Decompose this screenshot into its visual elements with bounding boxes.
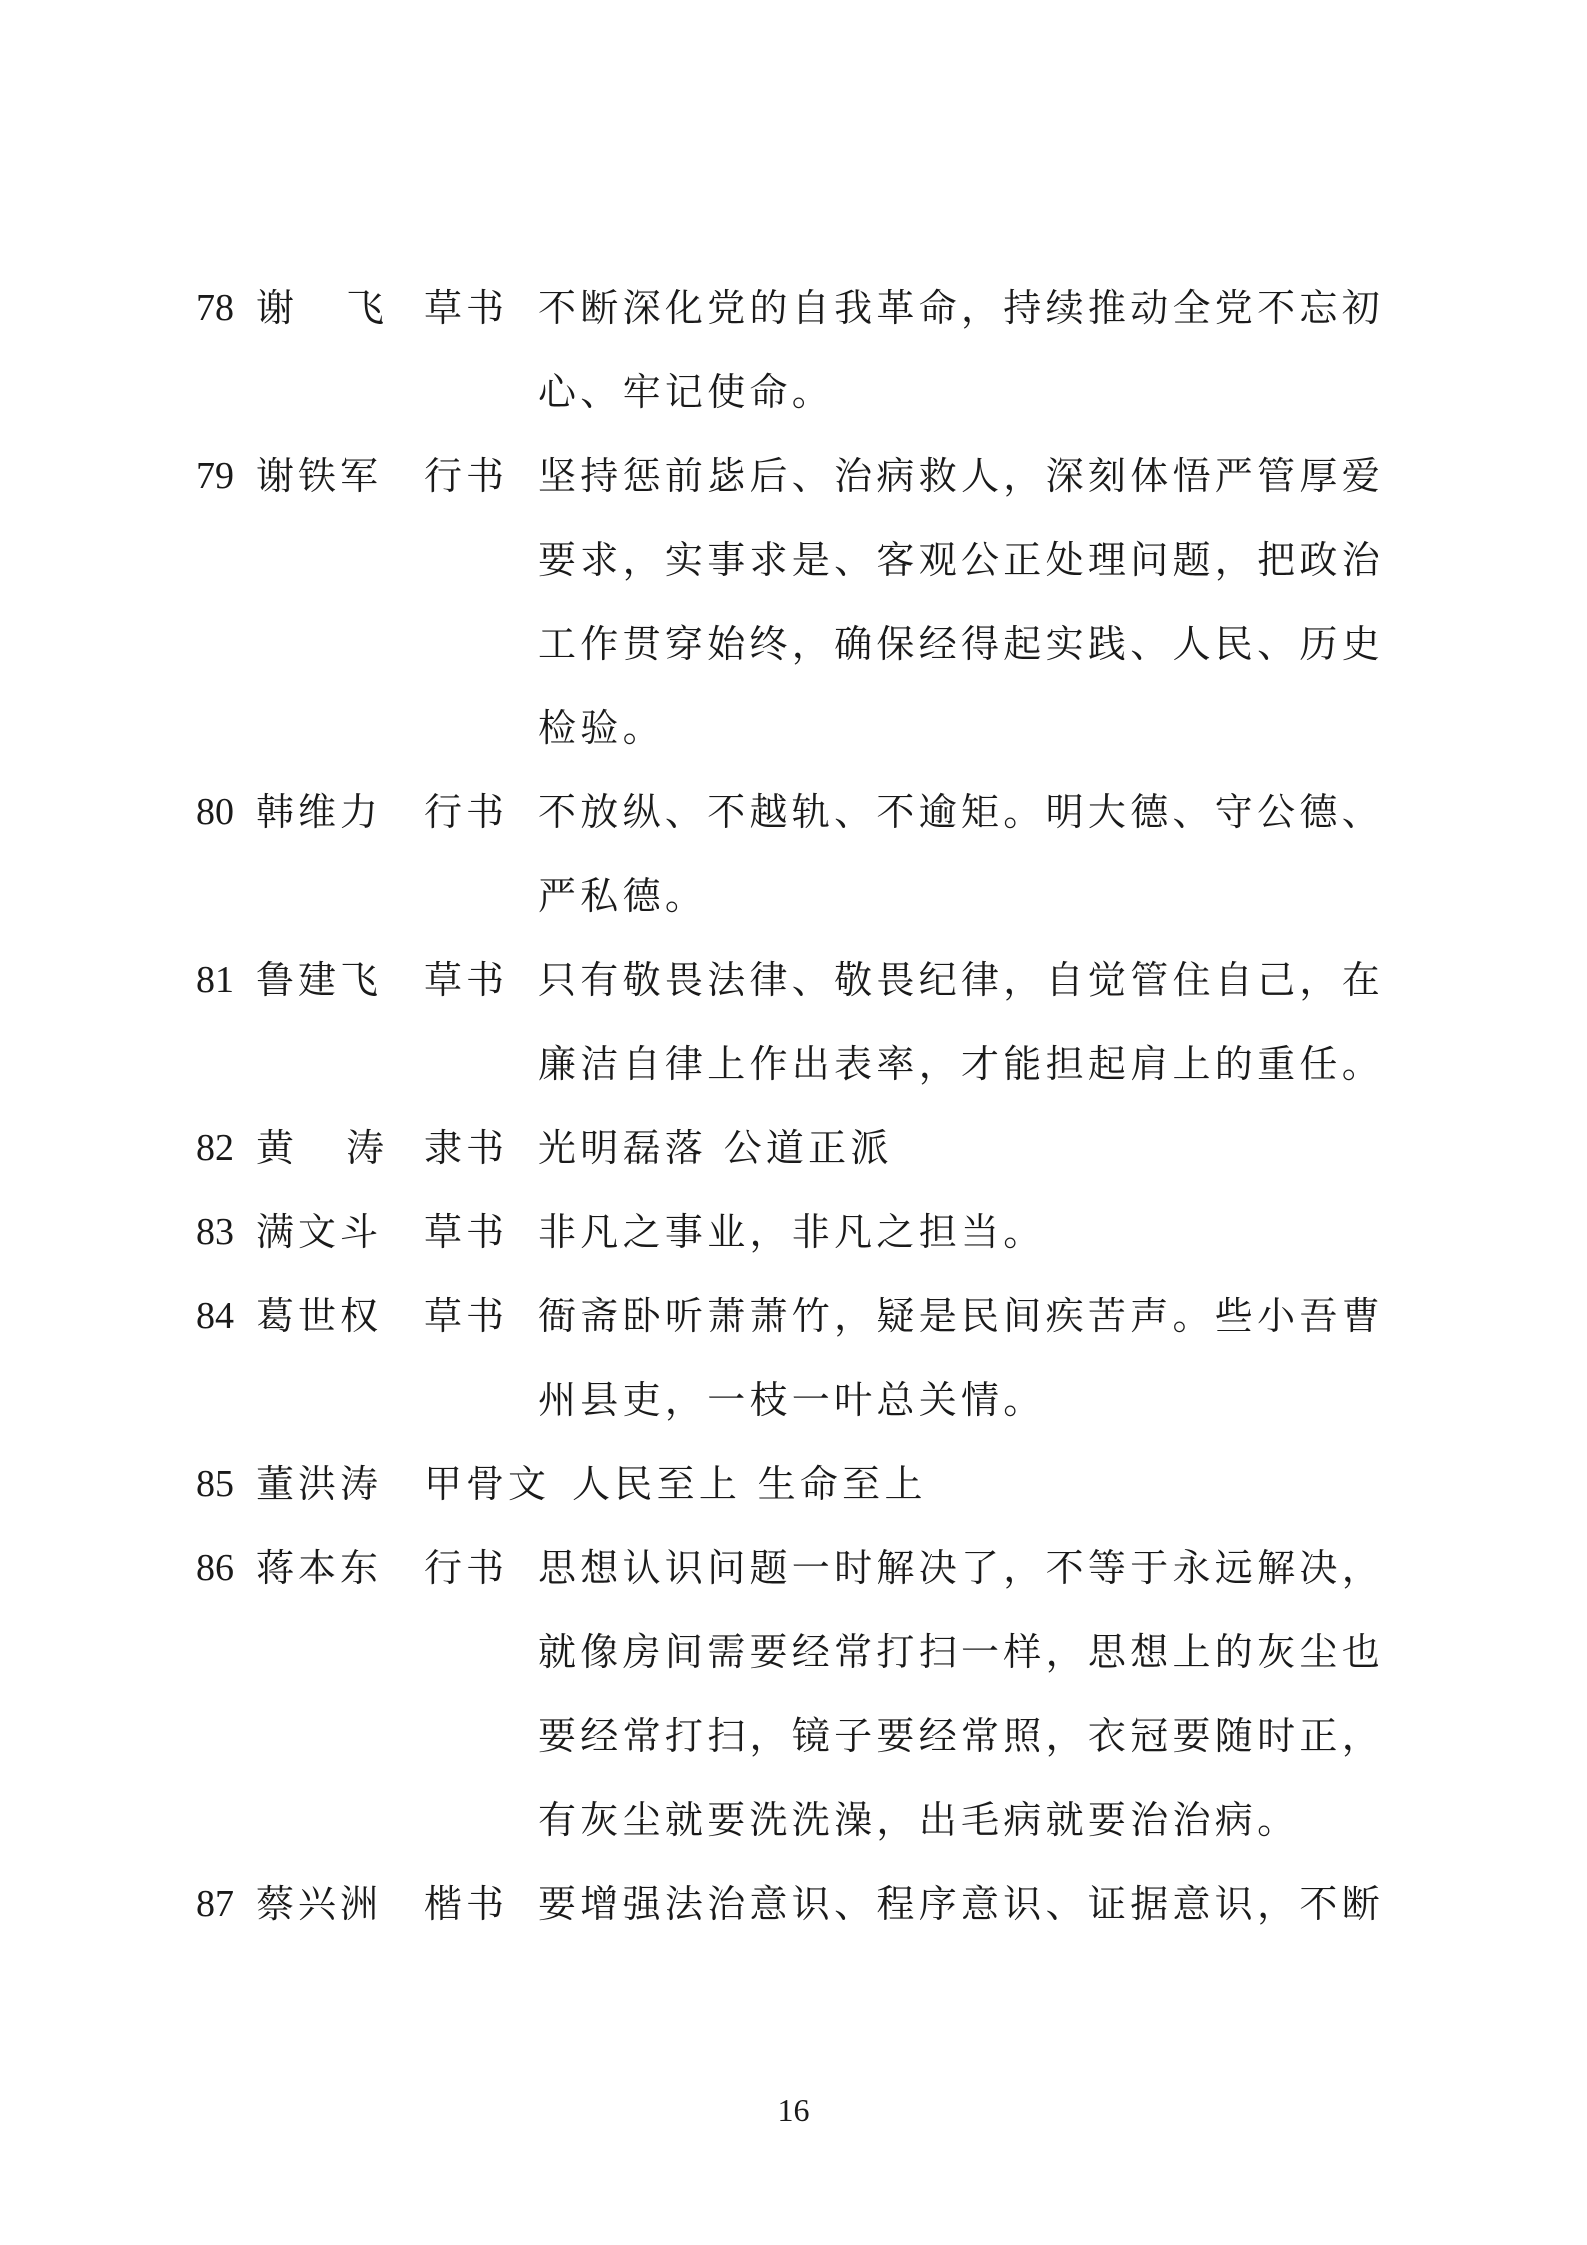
content-line: 州县吏，一枝一叶总关情。 — [538, 1378, 1046, 1422]
content-line: 不放纵、不越轨、不逾矩。明大德、守公德、 — [538, 790, 1385, 834]
content-line: 只有敬畏法律、敬畏纪律，自觉管住自己，在 — [538, 958, 1385, 1002]
entry-content — [538, 1274, 1398, 1442]
entry-number: 83 — [196, 1211, 234, 1253]
content-line: 不断深化党的自我革命，持续推动全党不忘初 — [538, 286, 1385, 330]
entry-name: 蒋本东 — [256, 1546, 383, 1590]
entry-number: 78 — [196, 287, 234, 329]
entry-content — [538, 770, 1398, 938]
entry-name: 谢铁军 — [256, 454, 383, 498]
entry-number: 81 — [196, 959, 234, 1001]
entry-style: 草书 — [424, 1210, 509, 1254]
entry-content — [538, 434, 1398, 770]
content-line: 坚持惩前毖后、治病救人，深刻体悟严管厚爱 — [538, 454, 1385, 498]
entry-style: 行书 — [424, 454, 509, 498]
content-line: 要求，实事求是、客观公正处理问题，把政治 — [538, 538, 1385, 582]
content-line: 要增强法治意识、程序意识、证据意识，不断 — [538, 1882, 1385, 1926]
content-line: 人民至上 生命至上 — [572, 1462, 927, 1506]
entry-style: 甲骨文 — [424, 1462, 551, 1506]
content-line: 非凡之事业，非凡之担当。 — [538, 1210, 1046, 1254]
content-line: 工作贯穿始终，确保经得起实践、人民、历史 — [538, 622, 1385, 666]
entry-name — [256, 266, 386, 350]
entry-style: 行书 — [424, 790, 509, 834]
content-line: 心、牢记使命。 — [538, 370, 835, 414]
entry-content — [538, 1190, 1398, 1274]
entry-content — [538, 1106, 1398, 1190]
entry-content — [538, 1862, 1398, 1946]
entry-style: 楷书 — [424, 1882, 509, 1926]
entry-style: 草书 — [424, 1294, 509, 1338]
entry-content — [538, 266, 1398, 434]
entry-name-char: 谢 — [256, 286, 295, 330]
content-line: 严私德。 — [538, 874, 708, 918]
page-number: 16 — [777, 2092, 810, 2128]
content-line: 就像房间需要经常打扫一样，思想上的灰尘也 — [538, 1630, 1385, 1674]
entry-name: 蔡兴洲 — [256, 1882, 383, 1926]
entry-number: 86 — [196, 1547, 234, 1589]
entry-name-char: 飞 — [346, 286, 385, 330]
entry-number: 82 — [196, 1127, 234, 1169]
entry-style: 草书 — [424, 958, 509, 1002]
entry-content — [572, 1442, 1432, 1526]
content-line: 有灰尘就要洗洗澡，出毛病就要治治病。 — [538, 1798, 1300, 1842]
entry-name: 葛世权 — [256, 1294, 383, 1338]
content-line: 思想认识问题一时解决了，不等于永远解决， — [538, 1546, 1385, 1590]
content-line: 廉洁自律上作出表率，才能担起肩上的重任。 — [538, 1042, 1385, 1086]
entry-name-char: 黄 — [256, 1126, 295, 1170]
entry-number: 84 — [196, 1295, 234, 1337]
entry-name: 董洪涛 — [256, 1462, 383, 1506]
content-line: 光明磊落 公道正派 — [538, 1126, 893, 1170]
content-line: 检验。 — [538, 706, 665, 750]
entry-name — [256, 1106, 386, 1190]
entry-name: 鲁建飞 — [256, 958, 383, 1002]
entry-name: 韩维力 — [256, 790, 383, 834]
entry-content — [538, 1526, 1398, 1862]
content-line: 衙斋卧听萧萧竹，疑是民间疾苦声。些小吾曹 — [538, 1294, 1385, 1338]
content-line: 要经常打扫，镜子要经常照，衣冠要随时正， — [538, 1714, 1385, 1758]
entry-content — [538, 938, 1398, 1106]
entry-style: 行书 — [424, 1546, 509, 1590]
entry-number: 79 — [196, 455, 234, 497]
entry-number: 80 — [196, 791, 234, 833]
entry-style: 草书 — [424, 286, 509, 330]
entry-number: 87 — [196, 1883, 234, 1925]
entry-number: 85 — [196, 1463, 234, 1505]
entry-style: 隶书 — [424, 1126, 509, 1170]
entry-name-char: 涛 — [346, 1126, 385, 1170]
entry-name: 满文斗 — [256, 1210, 383, 1254]
